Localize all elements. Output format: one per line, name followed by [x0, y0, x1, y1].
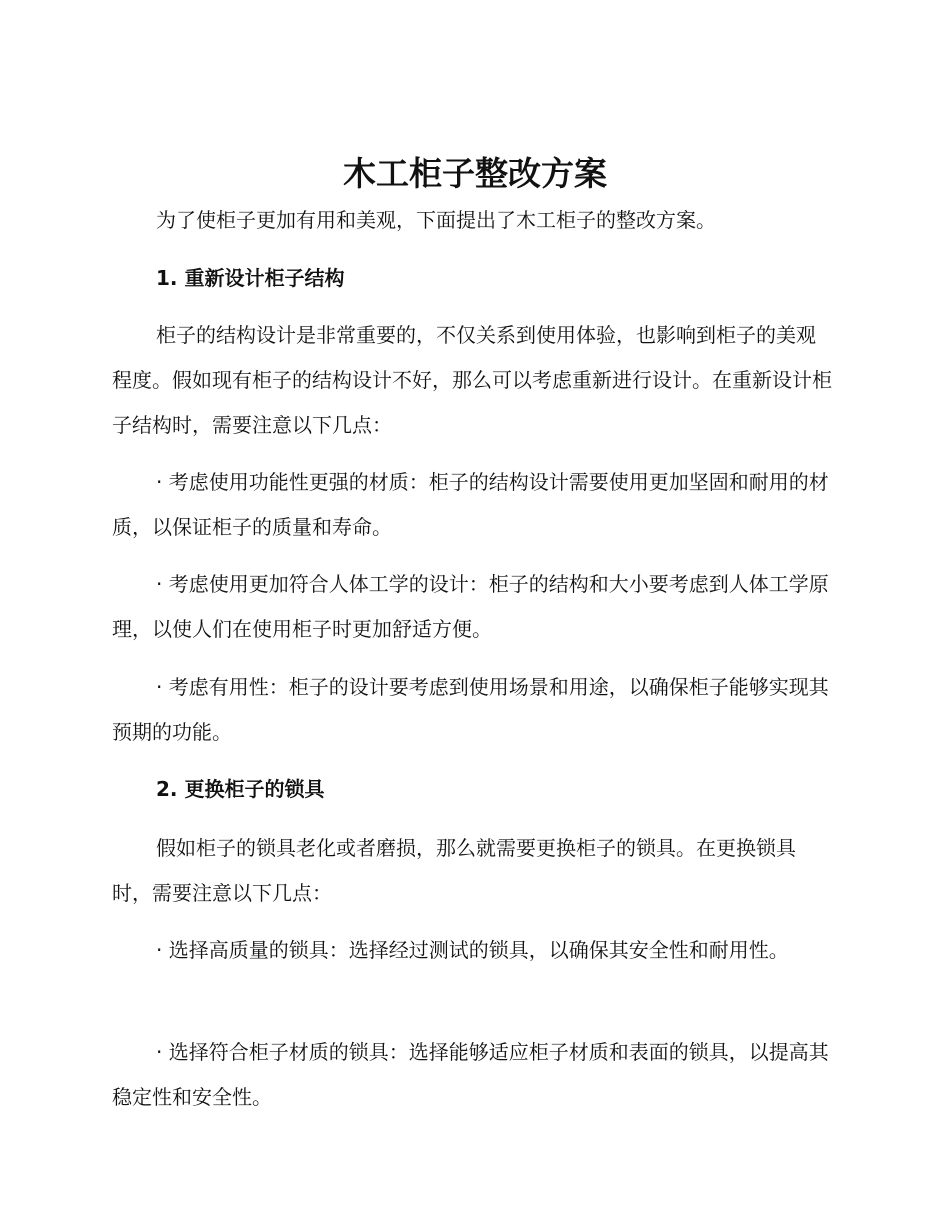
section-2-bullet-2: · 选择符合柜子材质的锁具：选择能够适应柜子材质和表面的锁具，以提高其稳定性和安全性。: [112, 1040, 829, 1109]
intro-paragraph: 为了使柜子更加有用和美观，下面提出了木工柜子的整改方案。: [156, 208, 716, 232]
section-1-bullet-1: · 考虑使用功能性更强的材质：柜子的结构设计需要使用更加坚固和耐用的材质，以保证柜子的质量和寿命。: [112, 470, 829, 539]
section-1-paragraph: 柜子的结构设计是非常重要的，不仅关系到使用体验，也影响到柜子的美观程度。假如现有柜子的结构设计不好，那么可以考虑重新进行设计。在重新设计柜子结构时，需要注意以下几点：: [112, 323, 832, 437]
section-heading-1: 1. 重新设计柜子结构: [156, 266, 345, 290]
section-1-bullet-2: · 考虑使用更加符合人体工学的设计：柜子的结构和大小要考虑到人体工学原理，以使人们在使用柜子时更加舒适方便。: [112, 572, 829, 641]
section-1-bullet-3: · 考虑有用性：柜子的设计要考虑到使用场景和用途，以确保柜子能够实现其预期的功能。: [112, 675, 829, 744]
page-title: 木工柜子整改方案: [343, 154, 607, 193]
section-2-paragraph: 假如柜子的锁具老化或者磨损，那么就需要更换柜子的锁具。在更换锁具时，需要注意以下几点：: [112, 836, 796, 905]
section-2-bullet-1: · 选择高质量的锁具：选择经过测试的锁具，以确保其安全性和耐用性。: [156, 938, 789, 962]
section-heading-2: 2. 更换柜子的锁具: [156, 777, 325, 801]
